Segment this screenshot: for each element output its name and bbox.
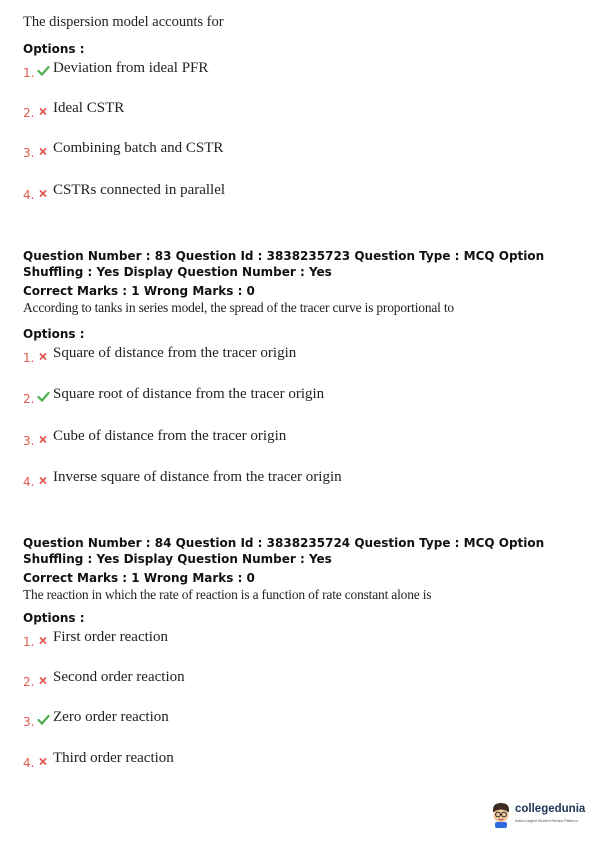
option-number: 1. bbox=[23, 351, 35, 365]
cross-icon bbox=[37, 432, 50, 445]
cross-icon bbox=[37, 144, 50, 157]
logo-tagline: India's largest Student Review Platform bbox=[515, 819, 578, 823]
option-number: 4. bbox=[23, 756, 35, 770]
option-text: Ideal CSTR bbox=[53, 100, 125, 116]
option-text: CSTRs connected in parallel bbox=[53, 182, 226, 198]
cross-icon bbox=[37, 633, 50, 646]
option-number: 3. bbox=[23, 146, 35, 160]
option-text: First order reaction bbox=[53, 629, 168, 645]
options-label: Options : bbox=[23, 42, 85, 56]
cross-icon bbox=[37, 473, 50, 486]
cross-icon bbox=[37, 673, 50, 686]
cross-icon bbox=[37, 754, 50, 767]
mascot-icon bbox=[489, 801, 513, 829]
option-number: 3. bbox=[23, 434, 35, 448]
option-text: Combining batch and CSTR bbox=[53, 140, 224, 156]
option-text: Zero order reaction bbox=[53, 709, 169, 725]
option-number: 1. bbox=[23, 635, 35, 649]
option-number: 3. bbox=[23, 715, 35, 729]
option-text: Square root of distance from the tracer origin bbox=[53, 386, 325, 402]
options-label: Options : bbox=[23, 611, 85, 625]
collegedunia-logo bbox=[489, 800, 589, 830]
option-text: Square of distance from the tracer origin bbox=[53, 345, 297, 361]
marks-line: Correct Marks : 1 Wrong Marks : 0 bbox=[23, 571, 255, 585]
option-text: Cube of distance from the tracer origin bbox=[53, 428, 287, 444]
option-number: 4. bbox=[23, 188, 35, 202]
check-icon bbox=[37, 64, 50, 77]
option-number: 1. bbox=[23, 66, 35, 80]
cross-icon bbox=[37, 104, 50, 117]
check-icon bbox=[37, 390, 50, 403]
question-header: Question Number : 84 Question Id : 3838235724 Question Type : MCQ Option Shuffling : Yes Display Question Number : Yes bbox=[23, 536, 545, 566]
marks-line: Correct Marks : 1 Wrong Marks : 0 bbox=[23, 284, 255, 298]
option-text: Third order reaction bbox=[53, 750, 174, 766]
cross-icon bbox=[37, 186, 50, 199]
logo-brand: collegedunia bbox=[515, 803, 586, 815]
check-icon bbox=[37, 713, 50, 726]
question-text: The dispersion model accounts for bbox=[23, 14, 224, 30]
question-header: Question Number : 83 Question Id : 3838235723 Question Type : MCQ Option Shuffling : Yes Display Question Number : Yes bbox=[23, 249, 545, 279]
option-number: 2. bbox=[23, 392, 35, 406]
option-number: 2. bbox=[23, 106, 35, 120]
question-text: According to tanks in series model, the spread of the tracer curve is proportional to bbox=[23, 300, 454, 315]
option-number: 4. bbox=[23, 475, 35, 489]
cross-icon bbox=[37, 349, 50, 362]
option-text: Deviation from ideal PFR bbox=[53, 60, 209, 76]
options-label: Options : bbox=[23, 327, 85, 341]
option-text: Second order reaction bbox=[53, 669, 185, 685]
question-text: The reaction in which the rate of reaction is a function of rate constant alone is bbox=[23, 587, 432, 602]
option-number: 2. bbox=[23, 675, 35, 689]
option-text: Inverse square of distance from the tracer origin bbox=[53, 469, 342, 485]
